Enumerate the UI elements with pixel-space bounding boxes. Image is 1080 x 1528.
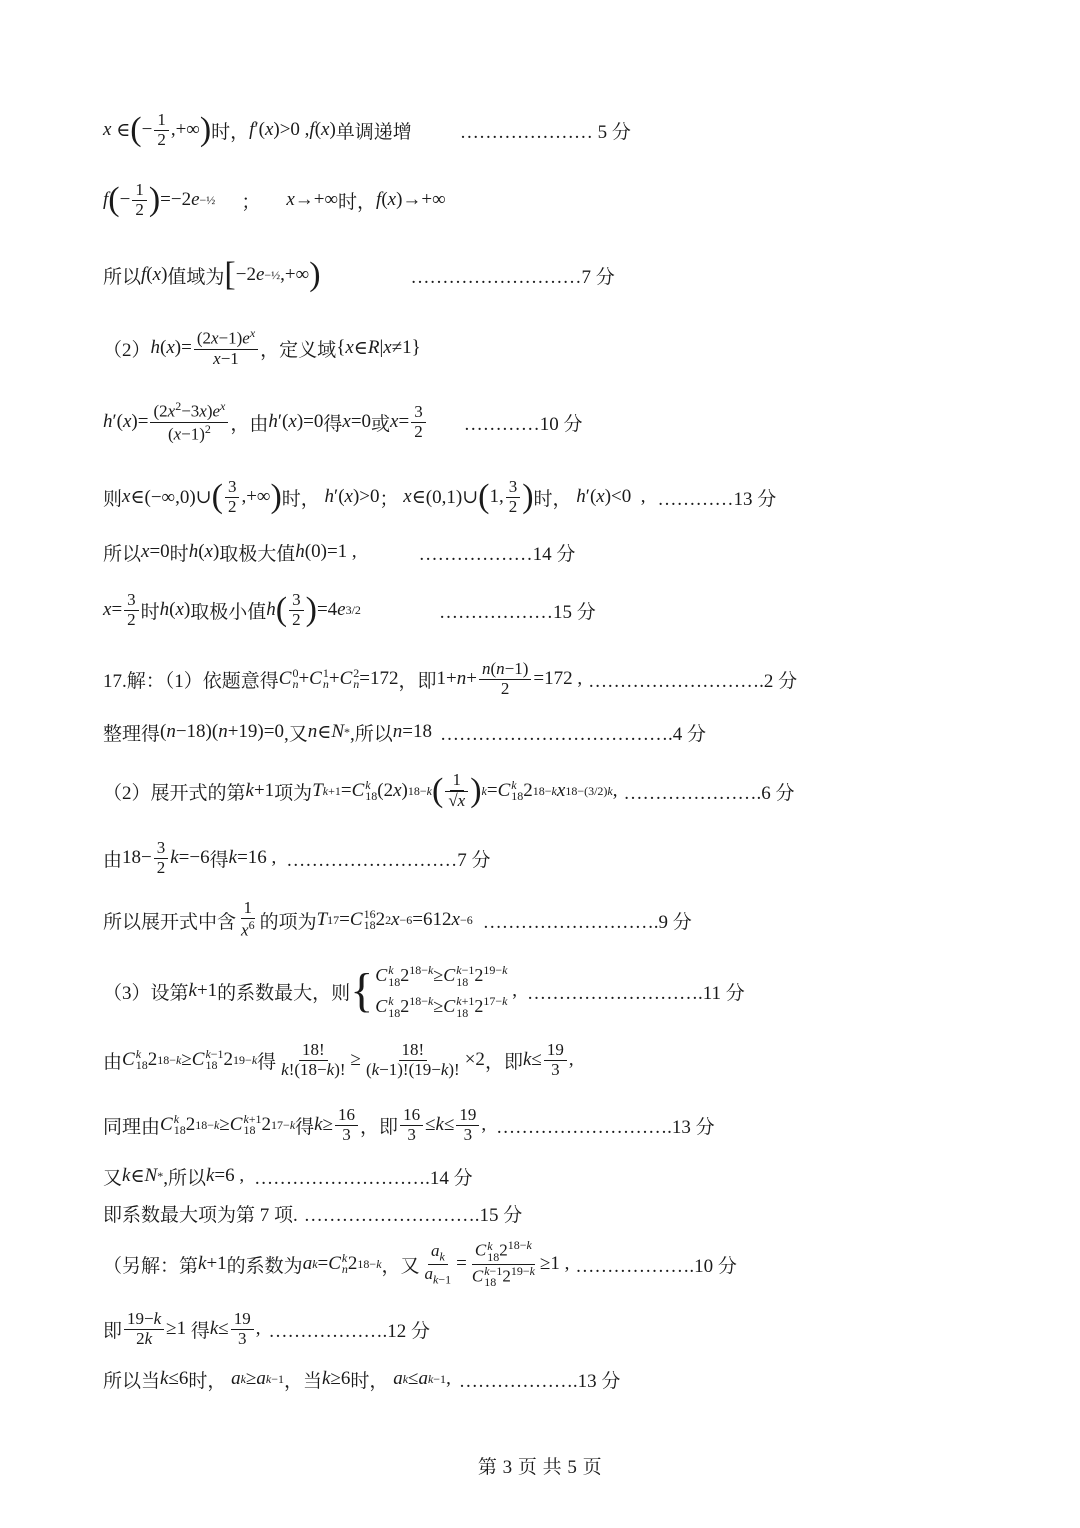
score-mark: ……………………….13 分 (496, 1116, 715, 1138)
score-mark: ………………15 分 (438, 601, 596, 623)
solution-line-14: （3）设第 k +1 的系数最大，则 { C k 18 $2^{18-k}\ge C$ k−1 18 $2^{19-k}$ C k 18 $2^{18-k}\ge C$ k+1 18 $2^{17-k}$ , ……………………….11 分 (103, 962, 745, 1020)
solution-line-9: 17.解：（1）依题意得 C 0 n + C 1 n + C 2 n =172 ，即 1+ n + $\frac{n(n-1)}{2}$ =172 , ……………………….2 分 (103, 658, 798, 698)
solution-line-13: 所以展开式中含 $\frac{1}{x^6}$ 的项为 T 17 = C 16 18 2 2 x −6 =612 x −6 ……………………….9 分 (103, 898, 692, 940)
solution-line-18: 即系数最大项为第 7 项. ……………………….15 分 (103, 1193, 522, 1233)
solution-line-7: 所以 x =0 时 h ( x ) 取极大值 h (0)=1 , ………………14 分 (103, 532, 575, 572)
solution-line-21: 所以当 k ≤6 时， a k ≥ a k−1 ，当 k ≥6 时， a k ≤ a k−1 , ……………….13 分 (103, 1359, 620, 1399)
solution-line-8: x = $\frac{3}{2}$ 时 h ( x ) 取极小值 h ( $\frac{3}{2}$ ) =4 e 3/2 ………………15 分 (103, 589, 596, 629)
score-mark: ……………………….15 分 (303, 1204, 523, 1226)
score-mark: ……………………….2 分 (588, 670, 798, 692)
solution-line-11: （2）展开式的第 k +1 项为 T k+1 = C k 18 (2 x ) 18−k ( $\frac{1}{√x}$ ) k = C k 18 2 18−k x 18−(3/2)k , ………………….6 分 (103, 770, 795, 810)
score-mark: ……………….13 分 (458, 1370, 621, 1392)
inequality-system: { C k 18 $2^{18-k}\ge C$ k−1 18 $2^{19-k}$ C k 18 $2^{18-k}\ge C$ k+1 18 $2^{17-k}$ (350, 962, 508, 1020)
score-mark: ………………14 分 (418, 543, 576, 565)
solution-line-2: f ( − $\frac{1}{2}$ ) =−2 e −½ ； x →+∞ 时， f ( x )→+∞ (103, 179, 446, 219)
solution-line-19: （另解：第 k +1 的系数为 a k = C k n 2 18−k ，又 $\frac{a_k}{a_{k-1}}$ = C k 18 $2^{18-k}$ C k−1 18 $2^{19-k}$ ≥1 , ……………….10 分 (103, 1238, 737, 1290)
solution-line-1: x ∈ ( − $\frac{1}{2}$ ,+∞ ) 时， f ′( x )>0 , f ( x ) 单调递增 ………………… 5 分 (103, 109, 631, 149)
score-mark: ………………… 5 分 (459, 121, 631, 143)
solution-line-3: 所以 f ( x ) 值域为 [ −2 e −½ ,+∞ ) ………………………7 分 (103, 256, 615, 293)
score-mark: ………………………7 分 (410, 266, 615, 288)
solution-line-6: 则 x ∈(−∞,0)∪ ( $\frac{3}{2}$ ,+∞ ) 时， h ′( x )>0 ； x ∈(0,1)∪ ( 1, $\frac{3}{2}$ ) 时， h ′( x )<0 , …………13 分 (103, 476, 777, 516)
score-mark: ………………………7 分 (286, 849, 491, 871)
solution-line-12: 由 18− $\frac{3}{2}$ k =−6 得 k =16 , ………………………7 分 (103, 837, 491, 877)
solution-line-10: 整理得 ( n −18)( n +19)=0 ,又 n ∈ N * ,所以 n =18 ……………………………….4 分 (103, 712, 706, 752)
solution-line-16: 同理由 C k 18 2 18−k ≥ C k+1 18 2 17−k 得 k ≥ $\frac{16}{3}$ ，即 $\frac{16}{3}$ ≤ k ≤ $\frac{19}{3}$ , ……………………….13 分 (103, 1104, 715, 1144)
solution-line-5: h ′( x )= $\frac{(2x^2-3x)e^x}{(x-1)^2}$ ，由 h ′( x )=0 得 x =0 或 x = $\frac{3}{2}$ …………10 分 (103, 399, 583, 444)
score-mark: ……………….10 分 (575, 1255, 737, 1277)
score-mark: ……………………….14 分 (254, 1167, 473, 1189)
solution-line-17: 又 k ∈ N * ,所以 k =6 , ……………………….14 分 (103, 1156, 473, 1196)
score-mark: …………13 分 (657, 488, 777, 510)
score-mark: ……………………….11 分 (526, 982, 745, 1004)
score-mark: ……………………….9 分 (482, 911, 692, 933)
solution-line-4: （2） h ( x )= $\frac{(2x-1)e^x}{x-1}$ ，定义域 { x ∈ R | x ≠1} (103, 326, 421, 368)
score-mark: ……………….12 分 (268, 1320, 430, 1342)
score-mark: ……………………………….4 分 (440, 723, 707, 745)
solution-line-20: 即 $\frac{19-k}{2k}$ ≥1 得 k ≤ $\frac{19}{3}$ , ……………….12 分 (103, 1308, 430, 1348)
solution-line-15: 由 C k 18 2 18−k ≥ C k−1 18 2 19−k 得 $\frac{18!}{k!(18-k)!}$ ≥ $\frac{18!}{(k-1)!(19-k)!}$ ×2 ，即 k ≤ $\frac{19}{3}$ , (103, 1039, 574, 1079)
score-mark: …………10 分 (463, 413, 583, 435)
score-mark: ………………….6 分 (623, 782, 795, 804)
page-footer: 第 3 页 共 5 页 (477, 1457, 603, 1478)
